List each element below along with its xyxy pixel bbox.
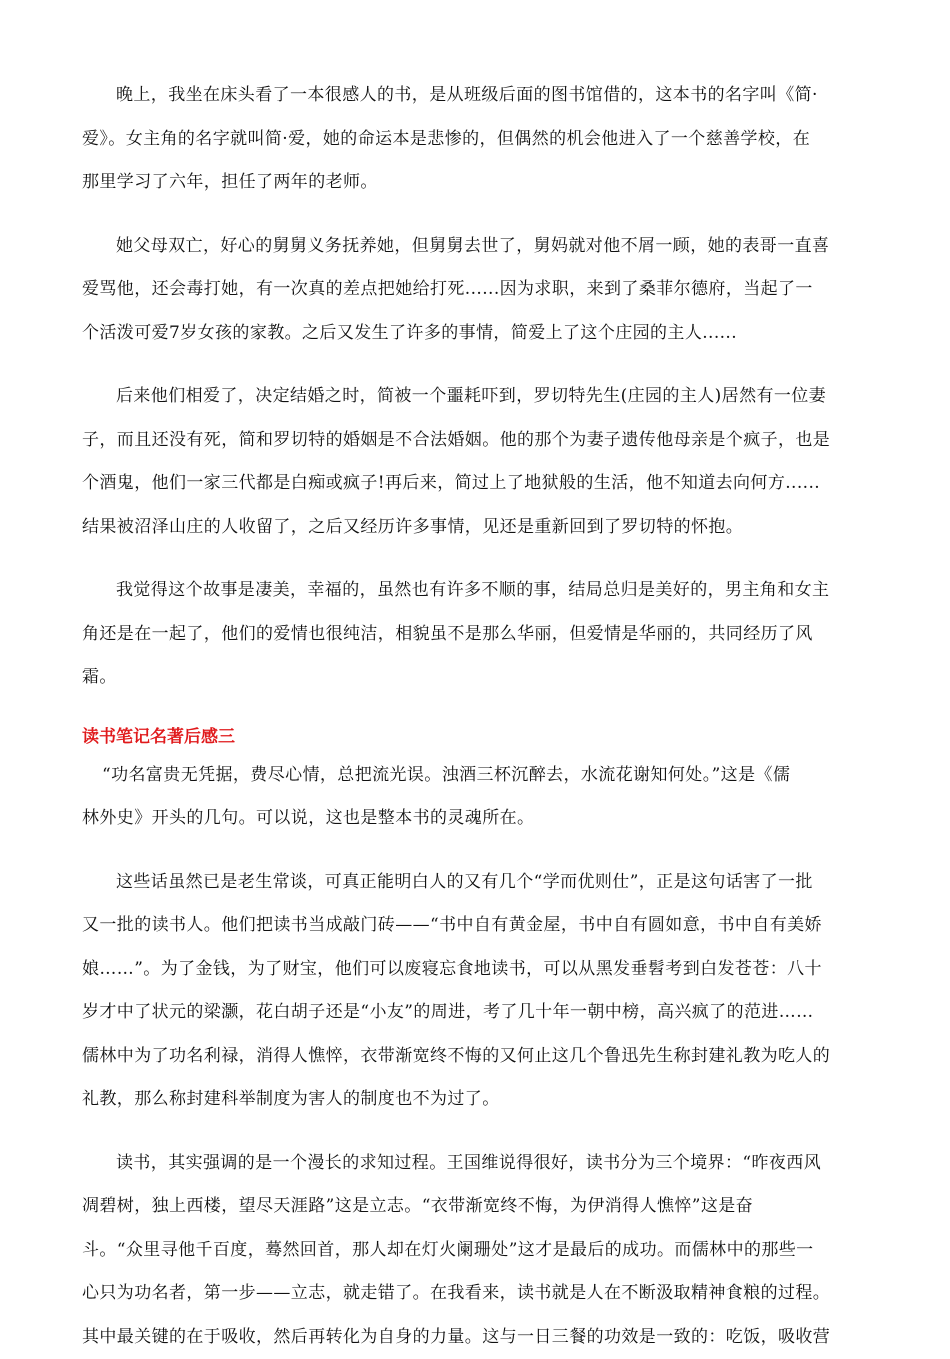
- paragraph-jane-eyre-marriage: [82, 375, 867, 549]
- text-line: 心只为功名者，第一步——立志，就走错了。在我看来，读书就是人在不断汲取精神食粮的过程。: [82, 1272, 867, 1316]
- text-line: 这些话虽然已是老生常谈，可真正能明白人的又有几个“学而优则仕”，正是这句话害了一批: [82, 861, 867, 905]
- section-title: 读书笔记名著后感三: [82, 720, 867, 754]
- text-line: 岁才中了状元的梁灏，花白胡子还是“小友”的周进，考了几十年一朝中榜，高兴疯了的范进……: [82, 991, 867, 1035]
- paragraph-jane-eyre-childhood: [82, 225, 867, 356]
- text-line: 爱骂他，还会毒打她，有一次真的差点把她给打死......因为求职，来到了桑菲尔德府，当起了一: [82, 268, 867, 312]
- text-line: 娘……”。为了金钱，为了财宝，他们可以废寝忘食地读书，可以从黑发垂髫考到白发苍苍：八十: [82, 948, 867, 992]
- text-line: 礼教，那么称封建科举制度为害人的制度也不为过了。: [82, 1078, 867, 1122]
- text-line: 个酒鬼，他们一家三代都是白痴或疯子!再后来，简过上了地狱般的生活，他不知道去向何方......: [82, 462, 867, 506]
- text-line: 爱》。女主角的名字就叫简·爱，她的命运本是悲惨的，但偶然的机会他进入了一个慈善学校，在: [82, 118, 867, 162]
- text-line: 霜。: [82, 656, 867, 700]
- text-line: 那里学习了六年，担任了两年的老师。: [82, 161, 867, 205]
- text-line: 角还是在一起了，他们的爱情也很纯洁，相貌虽不是那么华丽，但爱情是华丽的，共同经历了风: [82, 613, 867, 657]
- text-line: 子，而且还没有死，简和罗切特的婚姻是不合法婚姻。他的那个为妻子遗传他母亲是个疯子，也是: [82, 419, 867, 463]
- text-line: 儒林中为了功名利禄，消得人憔悴，衣带渐宽终不悔的又何止这几个鲁迅先生称封建礼教为吃人的: [82, 1035, 867, 1079]
- text-line: 个活泼可爱7岁女孩的家教。之后又发生了许多的事情，简爱上了这个庄园的主人......: [82, 312, 867, 356]
- paragraph-jane-eyre-intro: [82, 74, 867, 205]
- text-line: 凋碧树，独上西楼，望尽天涯路”这是立志。“衣带渐宽终不悔，为伊消得人憔悴”这是奋: [82, 1185, 867, 1229]
- text-line: 林外史》开头的几句。可以说，这也是整本书的灵魂所在。: [82, 797, 867, 841]
- text-line: 读书，其实强调的是一个漫长的求知过程。王国维说得很好，读书分为三个境界：“昨夜西风: [82, 1142, 867, 1186]
- paragraph-scholars-reading: [82, 1142, 867, 1359]
- text-line: 晚上，我坐在床头看了一本很感人的书，是从班级后面的图书馆借的，这本书的名字叫《简·: [82, 74, 867, 118]
- text-line: 又一批的读书人。他们把读书当成敲门砖——“书中自有黄金屋，书中自有圆如意，书中自有美娇: [82, 904, 867, 948]
- paragraph-scholars-opening: [82, 754, 867, 841]
- paragraph-scholars-critique: [82, 861, 867, 1122]
- text-line: 她父母双亡，好心的舅舅义务抚养她，但舅舅去世了，舅妈就对他不屑一顾，她的表哥一直喜: [82, 225, 867, 269]
- text-line: 其中最关键的在于吸收，然后再转化为自身的力量。这与一日三餐的功效是一致的：吃饭，吸收营: [82, 1316, 867, 1359]
- text-line: 后来他们相爱了，决定结婚之时，简被一个噩耗吓到，罗切特先生(庄园的主人)居然有一位妻: [82, 375, 867, 419]
- text-line: 斗。“众里寻他千百度，蓦然回首，那人却在灯火阑珊处”这才是最后的成功。而儒林中的那些一: [82, 1229, 867, 1273]
- text-line: “功名富贵无凭据，费尽心情，总把流光误。浊酒三杯沉醉去，水流花谢知何处。”这是《儒: [82, 754, 867, 798]
- text-line: 结果被沼泽山庄的人收留了，之后又经历许多事情，见还是重新回到了罗切特的怀抱。: [82, 506, 867, 550]
- text-line: 我觉得这个故事是凄美，幸福的，虽然也有许多不顺的事，结局总归是美好的，男主角和女主: [82, 569, 867, 613]
- document-body: [82, 74, 867, 1359]
- paragraph-jane-eyre-conclusion: [82, 569, 867, 700]
